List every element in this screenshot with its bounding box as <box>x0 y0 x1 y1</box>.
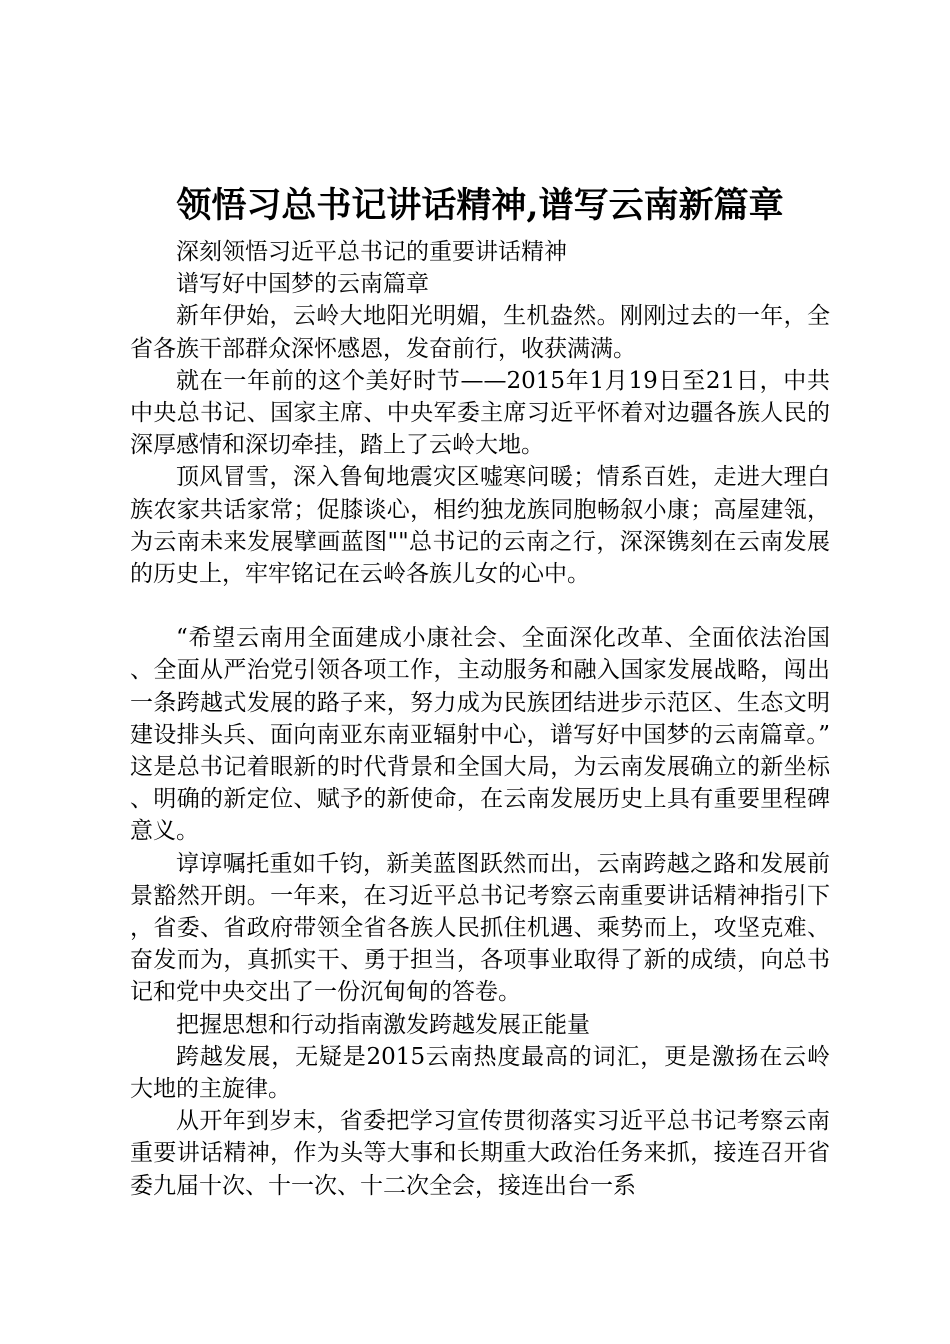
paragraph-provincial-committee: 从开年到岁末，省委把学习宣传贯彻落实习近平总书记考察云南重要讲话精神，作为头等大事和长期重大政治任务来抓，接连召开省委九届十次、十一次、十二次全会，接连出台一系 <box>130 1108 830 1199</box>
paragraph-inspection-visit: 就在一年前的这个美好时节——2015年1月19日至21日，中共中央总书记、国家主席、中央军委主席习近平怀着对边疆各族人民的深厚感情和深切牵挂，踏上了云岭大地。 <box>130 367 830 459</box>
paragraph-visit-details: 顶风冒雪，深入鲁甸地震灾区嘘寒问暖；情系百姓，走进大理白族农家共话家常；促膝谈心，相约独龙族同胞畅叙小康；高屋建瓴，为云南未来发展擘画蓝图""总书记的云南之行，深深镌刻在云南发展的历史上，牢牢铭记在云岭各族儿女的心中。 <box>130 464 830 588</box>
paragraph-new-year: 新年伊始，云岭大地阳光明媚，生机盎然。刚刚过去的一年，全省各族干部群众深怀感恩，发奋前行，收获满满。 <box>130 303 830 362</box>
subtitle-line-1: 深刻领悟习近平总书记的重要讲话精神 <box>176 239 567 265</box>
document-body <box>130 236 830 1202</box>
document-title: 领悟习总书记讲话精神,谱写云南新篇章 <box>176 185 784 226</box>
paragraph-quote: “希望云南用全面建成小康社会、全面深化改革、全面依法治国、全面从严治党引领各项工作，主动服务和融入国家发展战略，闯出一条跨越式发展的路子来，努力成为民族团结进步示范区、生态文明建设排头兵、面向南亚东南亚辐射中心，谱写好中国梦的云南篇章。”这是总书记着眼新的时代背景和全国大局，为云南发展确立的新坐标、明确的新定位、赋予的新使命，在云南发展历史上具有重要里程碑意义。 <box>130 625 830 845</box>
paragraph-achievements: 谆谆嘱托重如千钧，新美蓝图跃然而出，云南跨越之路和发展前景豁然开朗。一年来，在习近平总书记考察云南重要讲话精神指引下，省委、省政府带领全省各族人民抓住机遇、乘势而上，攻坚克难、奋发而为，真抓实干、勇于担当，各项事业取得了新的成绩，向总书记和党中央交出了一份沉甸甸的答卷。 <box>130 850 830 1006</box>
paragraph-leapfrog-development: 跨越发展，无疑是2015云南热度最高的词汇，更是激扬在云岭大地的主旋律。 <box>130 1043 830 1103</box>
subtitle-line-2: 谱写好中国梦的云南篇章 <box>176 271 429 298</box>
section-heading: 把握思想和行动指南激发跨越发展正能量 <box>176 1011 590 1038</box>
